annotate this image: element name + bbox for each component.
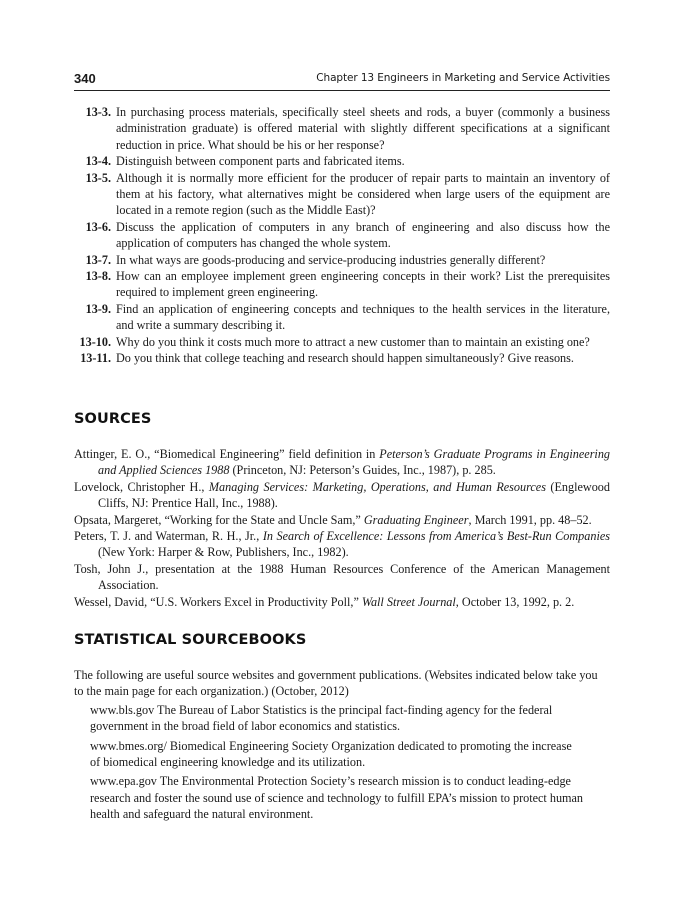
question-text: Do you think that college teaching and research should happen simultaneously? Give reasons. [116, 351, 574, 366]
statistical-sourcebooks-heading: STATISTICAL SOURCEBOOKS [74, 632, 307, 648]
question-text: Why do you think it costs much more to attract a new customer than to maintain an existing one? [116, 334, 590, 349]
source-reference: Peters, T. J. and Waterman, R. H., Jr., In Search of Excellence: Lessons from America’s Best-Run Companies (New York: Harper & Row, Publishers, Inc., 1982). [74, 529, 610, 560]
sources-heading: SOURCES [74, 411, 152, 427]
review-questions [74, 104, 610, 367]
list-item: www.bls.gov The Bureau of Labor Statistics is the principal fact-finding agency for the federal government in the broad field of labor economics and statistics. [90, 702, 553, 734]
question-text: In purchasing process materials, specifically steel sheets and rods, a buyer (commonly a business administration graduate) is offered material with slightly different specifications at a significant reduction in price. What should be his or her response? [116, 105, 610, 152]
source-reference: Wessel, David, “U.S. Workers Excel in Productivity Poll,” Wall Street Journal, October 13, 1992, p. 2. [74, 594, 575, 609]
page-number: 340 [74, 71, 96, 86]
question-item [74, 301, 610, 334]
question-text: In what ways are goods-producing and service-producing industries generally different? [116, 252, 546, 267]
question-item [74, 350, 610, 366]
running-head: Chapter 13 Engineers in Marketing and Service Activities [316, 72, 610, 84]
question-item [74, 252, 610, 268]
source-reference: Opsata, Margeret, “Working for the State and Uncle Sam,” Graduating Engineer, March 1991, pp. 48–52. [74, 512, 592, 527]
question-item [74, 268, 610, 301]
question-number: 13-6. [85, 219, 111, 234]
question-number: 13-11. [80, 351, 111, 366]
question-number: 13-4. [85, 154, 111, 169]
question-text: How can an employee implement green engineering concepts in their work? List the prerequisites required to implement green engineering. [116, 269, 610, 300]
question-item [74, 334, 610, 350]
question-number: 13-5. [85, 170, 111, 185]
sources-list [74, 446, 610, 610]
question-text: Find an application of engineering concepts and techniques to the health services in the literature, and write a summary describing it. [116, 301, 610, 333]
question-number: 13-8. [85, 269, 111, 284]
statistical-list [74, 702, 610, 823]
question-number: 13-10. [79, 334, 111, 349]
list-item: www.bmes.org/ Biomedical Engineering Society Organization dedicated to promoting the increase of biomedical engineering knowledge and its utilization. [90, 738, 572, 770]
question-text: Discuss the application of computers in any branch of engineering and also discuss how the application of computers has changed the whole system. [116, 219, 610, 251]
question-number: 13-3. [85, 105, 111, 119]
question-text: Distinguish between component parts and fabricated items. [116, 154, 405, 169]
question-item [74, 104, 610, 153]
source-reference: Lovelock, Christopher H., Managing Services: Marketing, Operations, and Human Resources (Englewood Cliffs, NJ: Prentice Hall, Inc., 1988). [74, 479, 610, 511]
question-text: Although it is normally more efficient for the producer of repair parts to maintain an inventory of them at his factory, what alternatives might be considered when large users of the equipment are located in a remote region (such as the Middle East)? [116, 170, 610, 218]
source-reference: Attinger, E. O., “Biomedical Engineering” field definition in Peterson’s Graduate Programs in Engineering and Applied Sciences 1988 (Princeton, NJ: Peterson’s Guides, Inc., 1987), p. 285. [74, 447, 611, 478]
list-item: www.epa.gov The Environmental Protection Society’s research mission is to conduct leading-edge research and foster the sound use of science and technology to fulfill EPA’s mission to protect human health and safeguard the natural environment. [90, 774, 584, 822]
header-rule [74, 90, 610, 91]
statistical-intro: The following are useful source websites and government publications. (Websites indicated below take you to the main page for each organization.) (October, 2012) [74, 668, 598, 699]
question-item [74, 219, 610, 252]
question-item [74, 153, 610, 169]
source-reference: Tosh, John J., presentation at the 1988 Human Resources Conference of the American Management Association. [74, 561, 610, 593]
question-item [74, 170, 610, 219]
question-number: 13-7. [85, 252, 111, 267]
page-header [74, 71, 610, 89]
statistical-sourcebooks [74, 667, 610, 826]
question-number: 13-9. [85, 301, 111, 316]
